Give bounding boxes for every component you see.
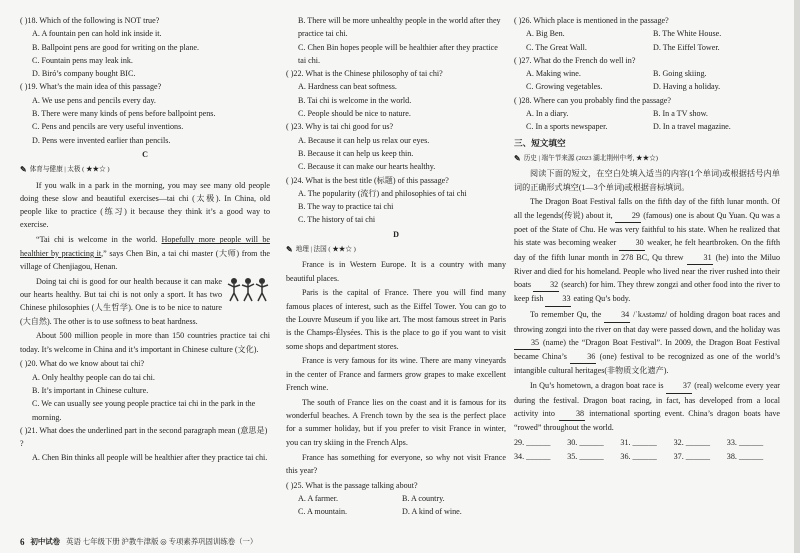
blank-30[interactable]: 30	[619, 236, 645, 250]
answer-slot[interactable]: 29. ______	[514, 438, 551, 448]
option-row: A. Making wine. B. Going skiing.	[526, 69, 707, 79]
blank-35[interactable]: 35	[514, 336, 540, 350]
cloze-paragraph: In Qu’s hometown, a dragon boat race is 37 (real) welcome every year during the festival. Dragon boat racing, in fact, has developed from a local activity into 38 international sporting event. China’s dragon boats have “rowed” throughout the world.	[514, 381, 780, 433]
column-middle	[286, 14, 506, 518]
pen-icon: ✎	[514, 153, 521, 163]
passage-paragraph: If you walk in a park in the morning, you may see many old people doing these slow and beautiful exercises—tai chi (太极). In China, old people like to practice (练习) it because they think it’s a good way to exercise.	[20, 180, 270, 230]
taichi-people-illustration	[226, 275, 270, 303]
option: D. Pens were invented earlier than pencils.	[32, 135, 171, 145]
question-22: ( )22. What is the Chinese philosophy of tai chi?	[286, 69, 443, 79]
passage-tag	[20, 163, 270, 176]
option: B. It’s important in Chinese culture.	[32, 386, 149, 396]
tag-label: 历史 | 端午节来源 (2023 湖北荆州中考, ★★☆)	[523, 154, 658, 162]
blank-37[interactable]: 37	[666, 379, 692, 393]
instructions: 阅读下面的短文，在空白处填入适当的内容(1个单词)或根据括号内单词的正确形式填空(1—3个单词)或根据音标填词。	[514, 169, 780, 192]
passage-paragraph: “Tai chi is welcome in the world. Hopefully more people will be healthier by practicing it,” says Chen Bin, a tai chi master (大师) from the village of Chenjiagou, Henan.	[20, 235, 270, 271]
column-right	[514, 14, 780, 463]
passage-tag	[514, 152, 780, 165]
option-row: C. A mountain. D. A kind of wine.	[298, 507, 462, 517]
passage-paragraph: France is very famous for its wine. There are many vineyards in the center of France and farmers grow grapes to make excellent French wine.	[286, 356, 506, 393]
answer-slot[interactable]: 35. ______	[567, 451, 604, 461]
option-row: A. A farmer. B. A country.	[298, 493, 445, 503]
cloze-paragraph: The Dragon Boat Festival falls on the fifth day of the fifth lunar month. Of all the legends(传说) about it, 29 (famous) one is about Qu Yuan. Qu was a poet of the State of Chu. He was very faithful to his state. When he realized that his state was becoming weaker 30 weaker, he felt heartbroken. On the fifth day of the fifth lunar month in 278 BC, Qu threw 31 (he) into the Miluo River and died for his homeland. People who lived near the river rushed into their boats 32 (search) for him. They threw zongzi and other food into the river to keep fish 33 eating Qu’s body.	[514, 195, 780, 306]
blank-32[interactable]: 32	[533, 278, 559, 292]
question-25: ( )25. What is the passage talking about?	[286, 480, 418, 490]
pen-icon: ✎	[20, 165, 27, 175]
question-27: ( )27. What do the French do well in?	[514, 55, 636, 65]
option-row: C. In a sports newspaper. D. In a travel magazine.	[526, 122, 731, 132]
answer-slot[interactable]: 38. ______	[726, 451, 764, 461]
answer-slot[interactable]: 37. ______	[673, 451, 711, 461]
option: A. Because it can help us relax our eyes.	[298, 135, 430, 145]
option: B. There will be more unhealthy people in the world after they practice tai chi.	[298, 16, 501, 39]
section-3-heading: 三、短文填空	[514, 137, 566, 148]
passage-tag	[286, 243, 506, 256]
option: B. Tai chi is welcome in the world.	[298, 95, 412, 105]
underlined-part: Hopefully more people will be healthier by practicing it	[20, 235, 270, 258]
option: B. Because it can help us keep thin.	[298, 148, 414, 158]
option: C. Chen Bin hopes people will be healthier after they practice tai chi.	[298, 42, 498, 65]
option: C. Fountain pens may leak ink.	[32, 55, 133, 65]
option: A. Only healthy people can do tai chi.	[32, 372, 155, 382]
option: A. Hardness can beat softness.	[298, 82, 397, 92]
passage-paragraph: About 500 million people in more than 150 countries practice tai chi today. It’s welcome in China and it’s important in Chinese culture (文化).	[20, 331, 270, 354]
page-edge	[794, 0, 800, 553]
blank-38[interactable]: 38	[559, 407, 585, 421]
book-info: 英语 七年级下册 沪教牛津版 ◎ 专项素养巩固训练卷（一）	[66, 537, 258, 546]
question-21: ( )21. What does the underlined part in the second paragraph mean (意思是) ?	[20, 425, 268, 449]
option-row: C. Growing vegetables. D. Having a holiday.	[526, 82, 721, 92]
option: A. Chen Bin thinks all people will be healthier after they practice tai chi.	[32, 452, 268, 462]
tag-label: 体育与健康 | 太极 ( ★★☆ )	[29, 166, 110, 174]
question-23: ( )23. Why is tai chi good for us?	[286, 122, 394, 132]
option: C. We can usually see young people practice tai chi in the park in the morning.	[32, 399, 256, 422]
pen-icon: ✎	[286, 245, 293, 255]
option: C. The history of tai chi	[298, 215, 376, 225]
question-24: ( )24. What is the best title (标题) of this passage?	[286, 175, 449, 185]
option: C. Pens and pencils are very useful inventions.	[32, 122, 184, 132]
blank-34[interactable]: 34	[604, 308, 630, 322]
page-footer	[20, 536, 257, 547]
passage-paragraph: The south of France lies on the coast and it is famous for its wonderful beaches. A French town by the sea is the perfect place for a summer holiday, but if you prefer to visit France in winter, you can try skiing in the French Alps.	[286, 397, 506, 447]
passage-paragraph: Paris is the capital of France. There you will find many famous places of interest, such as the Eiffel Tower. You can go to the Louvre Museum if you like art. The most famous street in Paris is the Champs-Élysées. This is the place to go if you want to visit some shops and department stores.	[286, 288, 506, 351]
answer-slot[interactable]: 34. ______	[514, 451, 551, 461]
blank-29[interactable]: 29	[615, 209, 641, 223]
option: C. People should be nice to nature.	[298, 109, 411, 119]
option: A. The popularity (流行) and philosophies of tai chi	[298, 188, 467, 198]
answer-slot[interactable]: 30. ______	[567, 438, 604, 448]
option: B. The way to practice tai chi	[298, 202, 394, 212]
blank-31[interactable]: 31	[687, 251, 713, 265]
question-26: ( )26. Which place is mentioned in the passage?	[514, 16, 669, 25]
blank-33[interactable]: 33	[545, 292, 571, 306]
option-row: A. Big Ben. B. The White House.	[526, 29, 722, 39]
answer-slot[interactable]: 32. ______	[673, 438, 711, 448]
option: A. We use pens and pencils every day.	[32, 95, 156, 105]
option: C. Because it can make our hearts healthy.	[298, 162, 436, 172]
option: D. Biró’s company bought BIC.	[32, 69, 136, 79]
option: B. There were many kinds of pens before ballpoint pens.	[32, 109, 216, 119]
cloze-paragraph: To remember Qu, the 34 /ˈkʌstəmz/ of holding dragon boat races and throwing zongzi into the river on that day were passed down, and the holiday was 35 (name) the “Dragon Boat Festival”. In 2009, the Dragon Boat Festival became China’s 36 (one) festival to be recognized as one of the world’s intangible cultural heritages(非物质文化遗产).	[514, 310, 780, 376]
section-heading-d: D	[393, 229, 399, 239]
answer-grid	[514, 436, 780, 463]
option: B. Ballpoint pens are good for writing on the plane.	[32, 42, 200, 52]
option-row: C. The Great Wall. D. The Eiffel Tower.	[526, 42, 720, 52]
blank-36[interactable]: 36	[570, 350, 596, 364]
page-number: 6	[20, 536, 25, 547]
option-row: A. In a diary. B. In a TV show.	[526, 109, 708, 119]
question-28: ( )28. Where can you probably find the passage?	[514, 95, 671, 105]
question-20: ( )20. What do we know about tai chi?	[20, 359, 145, 369]
series-name: 初中试卷	[30, 537, 61, 546]
passage-paragraph: Doing tai chi is good for our health because it can make our hearts healthy. But tai chi is not only a sport. It has two Chinese philosophies (人生哲学). One is to be nice to nature (大自然). The other is to use softness to beat hardness.	[20, 275, 270, 328]
answer-slot[interactable]: 36. ______	[620, 451, 657, 461]
passage-paragraph: France is in Western Europe. It is a country with many beautiful places.	[286, 260, 506, 283]
tag-label: 地理 | 法国 ( ★★☆ )	[295, 246, 356, 254]
column-left	[20, 14, 270, 464]
passage-paragraph: France has something for everyone, so why not visit France this year?	[286, 452, 506, 475]
section-heading-c: C	[142, 149, 148, 159]
answer-slot[interactable]: 31. ______	[620, 438, 657, 448]
answer-slot[interactable]: 33. ______	[726, 438, 764, 448]
question-18: ( )18. Which of the following is NOT true?	[20, 16, 160, 25]
question-19: ( )19. What’s the main idea of this passage?	[20, 82, 162, 92]
option: A. A fountain pen can hold ink inside it.	[32, 29, 162, 39]
